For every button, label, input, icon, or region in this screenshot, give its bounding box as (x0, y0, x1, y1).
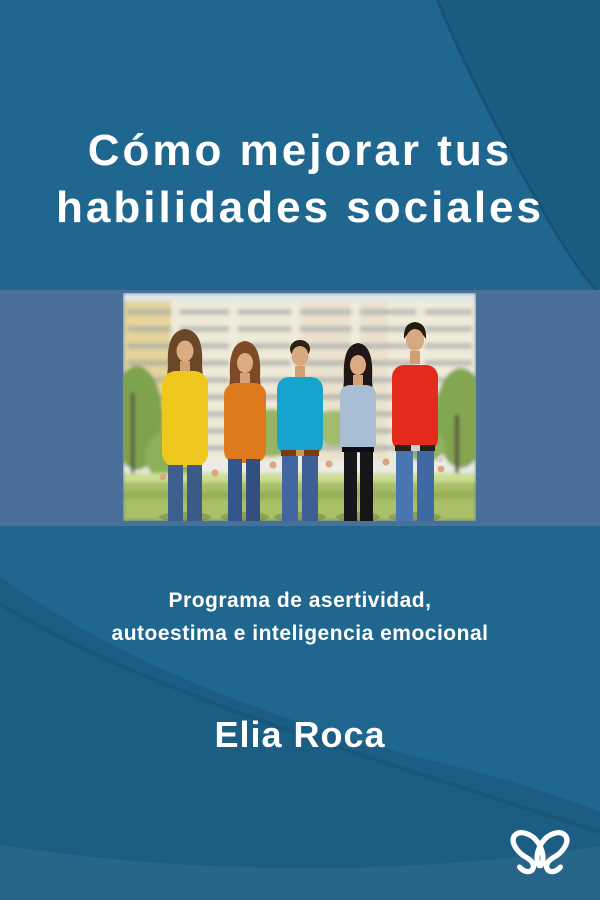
book-subtitle (0, 584, 600, 650)
epublibre-logo-icon (506, 826, 574, 878)
book-title-line2: habilidades sociales (56, 183, 544, 232)
author-name: Elia Roca (214, 714, 386, 755)
book-subtitle-line1: Programa de asertividad, (168, 589, 432, 612)
book-title (0, 122, 600, 236)
cover-photo (123, 293, 476, 521)
book-title-line1: Cómo mejorar tus (87, 126, 513, 175)
book-subtitle-line2: autoestima e inteligencia emocional (111, 622, 489, 645)
group-photo-illustration (123, 293, 476, 521)
